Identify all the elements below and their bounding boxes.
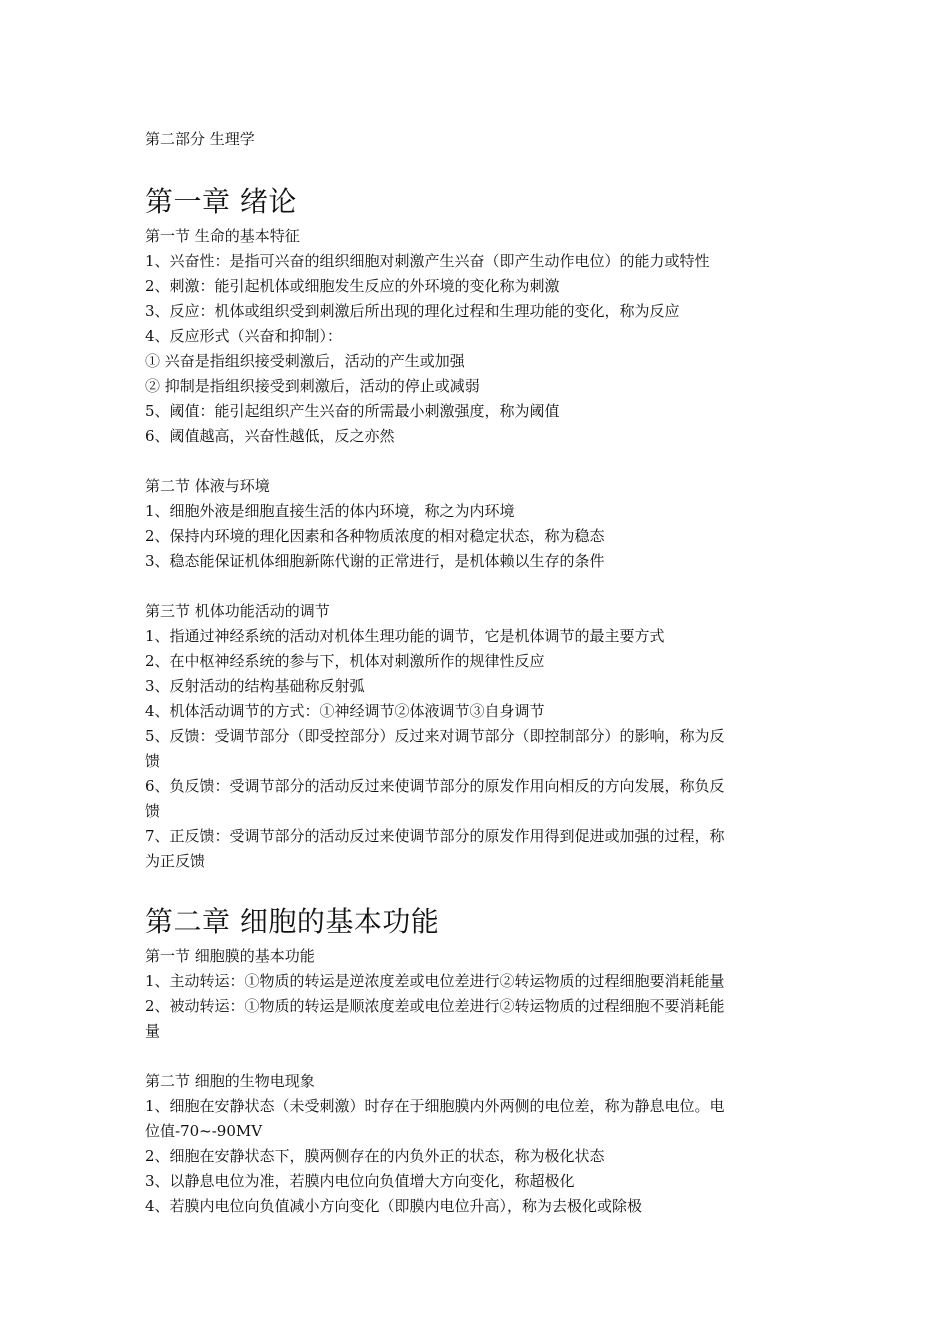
- text-line: 1、细胞在安静状态（未受刺激）时存在于细胞膜内外两侧的电位差，称为静息电位。电: [145, 1097, 725, 1115]
- chapter-1: [145, 180, 795, 874]
- chapter-title: 第二章 细胞的基本功能: [145, 905, 440, 938]
- text-line: 为正反馈: [145, 852, 206, 870]
- text-line: 4、反应形式（兴奋和抑制）：: [145, 327, 343, 345]
- part-title: 第二部分 生理学: [145, 130, 255, 148]
- text-line: 馈: [145, 802, 161, 820]
- text-line: 量: [145, 1022, 161, 1040]
- chapter-title: 第一章 绪论: [145, 185, 297, 218]
- text-line: 3、稳态能保证机体细胞新陈代谢的正常进行，是机体赖以生存的条件: [145, 552, 605, 570]
- section-title: 第三节 机体功能活动的调节: [145, 602, 330, 620]
- chapter-2: [145, 900, 795, 1219]
- section-title: 第一节 细胞膜的基本功能: [145, 947, 315, 965]
- text-line: 2、保持内环境的理化因素和各种物质浓度的相对稳定状态，称为稳态: [145, 527, 605, 545]
- text-line: 3、反应：机体或组织受到刺激后所出现的理化过程和生理功能的变化，称为反应: [145, 302, 680, 320]
- text-line: 6、负反馈：受调节部分的活动反过来使调节部分的原发作用向相反的方向发展，称负反: [145, 777, 725, 795]
- text-line: 3、以静息电位为准，若膜内电位向负值增大方向变化，称超极化: [145, 1172, 575, 1190]
- text-line: 4、机体活动调节的方式：①神经调节②体液调节③自身调节: [145, 702, 545, 720]
- section-title: 第一节 生命的基本特征: [145, 227, 300, 245]
- text-line: 4、若膜内电位向负值减小方向变化（即膜内电位升高），称为去极化或除极: [145, 1197, 643, 1215]
- text-line: 3、反射活动的结构基础称反射弧: [145, 677, 365, 695]
- text-line: ① 兴奋是指组织接受刺激后，活动的产生或加强: [145, 352, 465, 370]
- text-line: 2、在中枢神经系统的参与下，机体对刺激所作的规律性反应: [145, 652, 545, 670]
- text-line: 1、细胞外液是细胞直接生活的体内环境，称之为内环境: [145, 502, 515, 520]
- section-title: 第二节 体液与环境: [145, 477, 270, 495]
- text-line: 1、兴奋性：是指可兴奋的组织细胞对刺激产生兴奋（即产生动作电位）的能力或特性: [145, 252, 710, 270]
- text-line: 7、正反馈：受调节部分的活动反过来使调节部分的原发作用得到促进或加强的过程，称: [145, 827, 725, 845]
- text-line: 5、反馈：受调节部分（即受控部分）反过来对调节部分（即控制部分）的影响，称为反: [145, 727, 725, 745]
- text-line: 6、阈值越高，兴奋性越低，反之亦然: [145, 427, 395, 445]
- text-line: 2、刺激：能引起机体或细胞发生反应的外环境的变化称为刺激: [145, 277, 560, 295]
- section-title: 第二节 细胞的生物电现象: [145, 1072, 315, 1090]
- text-line: 1、指通过神经系统的活动对机体生理功能的调节，它是机体调节的最主要方式: [145, 627, 665, 645]
- text-line: 1、主动转运：①物质的转运是逆浓度差或电位差进行②转运物质的过程细胞要消耗能量: [145, 972, 725, 990]
- text-line: 2、被动转运：①物质的转运是顺浓度差或电位差进行②转运物质的过程细胞不要消耗能: [145, 997, 725, 1015]
- text-line: 位值-70~-90MV: [145, 1122, 263, 1140]
- text-line: 5、阈值：能引起组织产生兴奋的所需最小刺激强度，称为阈值: [145, 402, 560, 420]
- text-line: ② 抑制是指组织接受到刺激后，活动的停止或减弱: [145, 377, 480, 395]
- text-line: 2、细胞在安静状态下，膜两侧存在的内负外正的状态，称为极化状态: [145, 1147, 605, 1165]
- text-line: 馈: [145, 752, 161, 770]
